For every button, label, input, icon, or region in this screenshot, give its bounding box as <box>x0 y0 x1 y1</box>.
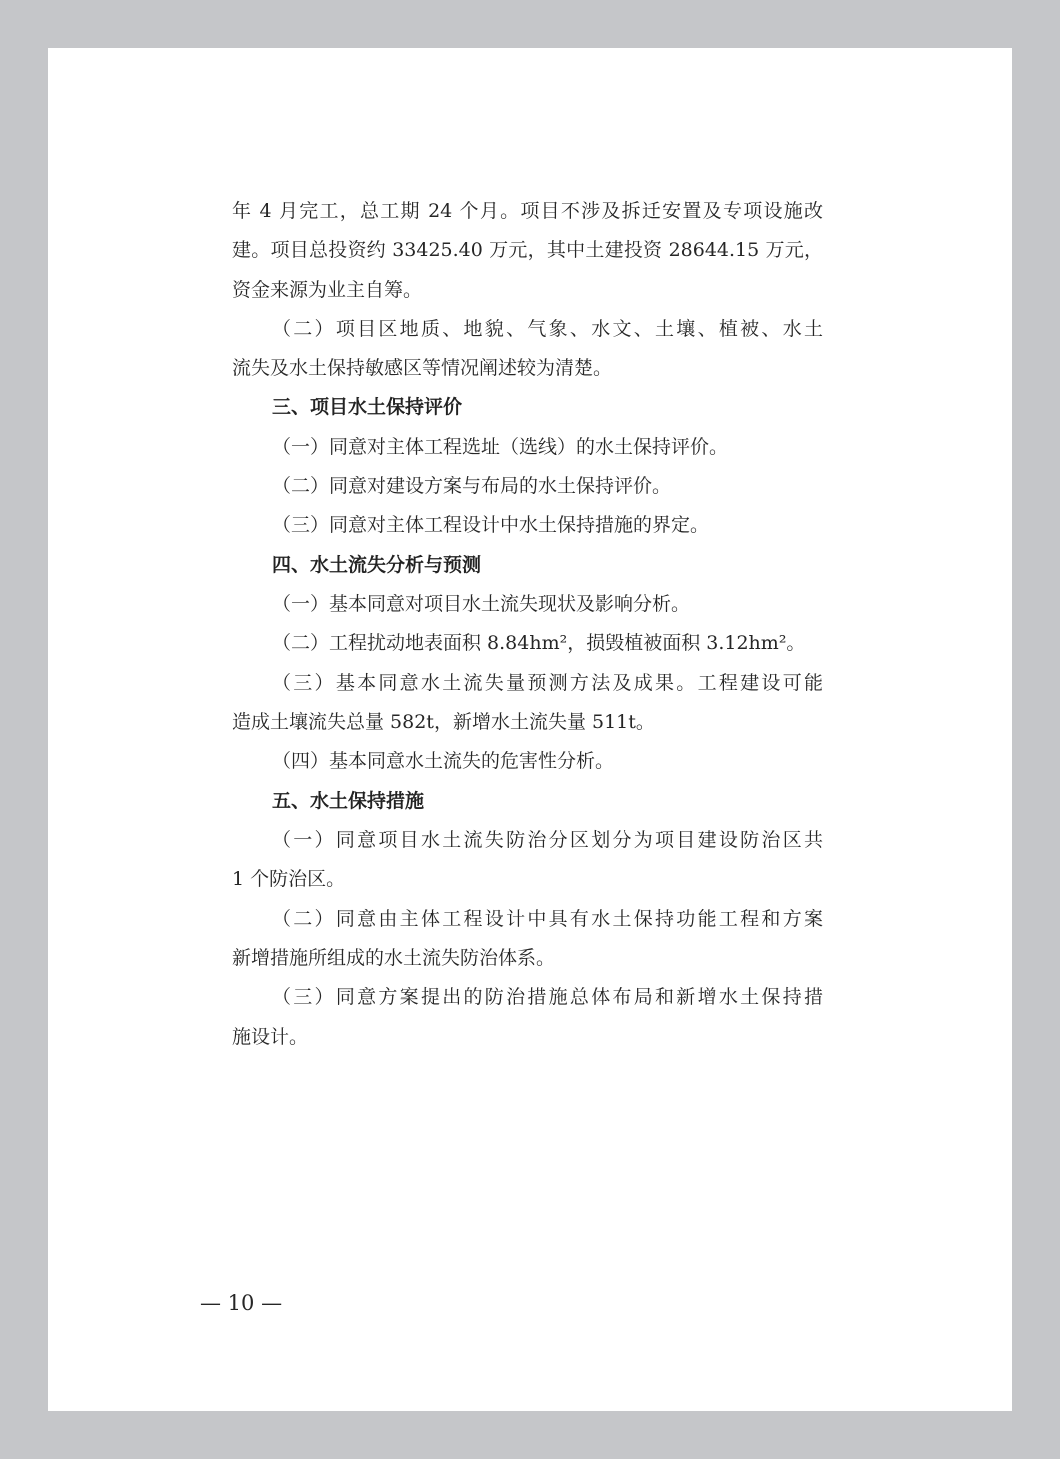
paragraph-line: （一）同意对主体工程选址（选线）的水土保持评价。 <box>272 436 729 458</box>
paragraph-line: （三）同意对主体工程设计中水土保持措施的界定。 <box>272 514 710 536</box>
paragraph-line: （一）基本同意对项目水土流失现状及影响分析。 <box>272 593 691 615</box>
paragraph-line: （二）工程扰动地表面积 8.84hm²，损毁植被面积 3.12hm²。 <box>272 632 806 654</box>
page-number: — 10 — <box>200 1291 283 1315</box>
paragraph-line: （四）基本同意水土流失的危害性分析。 <box>272 750 615 772</box>
body-line: 资金来源为业主自筹。 <box>232 279 423 301</box>
body-line: 建。项目总投资约 33425.40 万元，其中土建投资 28644.15 万元， <box>232 239 823 261</box>
body-line: 施设计。 <box>232 1026 309 1048</box>
paragraph-line: （三）基本同意水土流失量预测方法及成果。工程建设可能 <box>272 672 823 694</box>
body-line: 流失及水土保持敏感区等情况阐述较为清楚。 <box>232 357 613 379</box>
section-heading: 四、水土流失分析与预测 <box>272 554 482 576</box>
paragraph-line: （一）同意项目水土流失防治分区划分为项目建设防治区共 <box>272 829 823 851</box>
paragraph-line: （二）同意由主体工程设计中具有水土保持功能工程和方案 <box>272 908 823 930</box>
document-page <box>48 48 1012 1411</box>
body-line: 新增措施所组成的水土流失防治体系。 <box>232 947 556 969</box>
paragraph-line: （三）同意方案提出的防治措施总体布局和新增水土保持措 <box>272 986 823 1008</box>
section-heading: 五、水土保持措施 <box>272 790 425 812</box>
body-line: 年 4 月完工，总工期 24 个月。项目不涉及拆迁安置及专项设施改 <box>232 200 823 222</box>
section-heading: 三、项目水土保持评价 <box>272 396 463 418</box>
body-line: 1 个防治区。 <box>232 868 346 890</box>
paragraph-line: （二）项目区地质、地貌、气象、水文、土壤、植被、水土 <box>272 318 823 340</box>
paragraph-line: （二）同意对建设方案与布局的水土保持评价。 <box>272 475 672 497</box>
body-line: 造成土壤流失总量 582t，新增水土流失量 511t。 <box>232 711 655 733</box>
